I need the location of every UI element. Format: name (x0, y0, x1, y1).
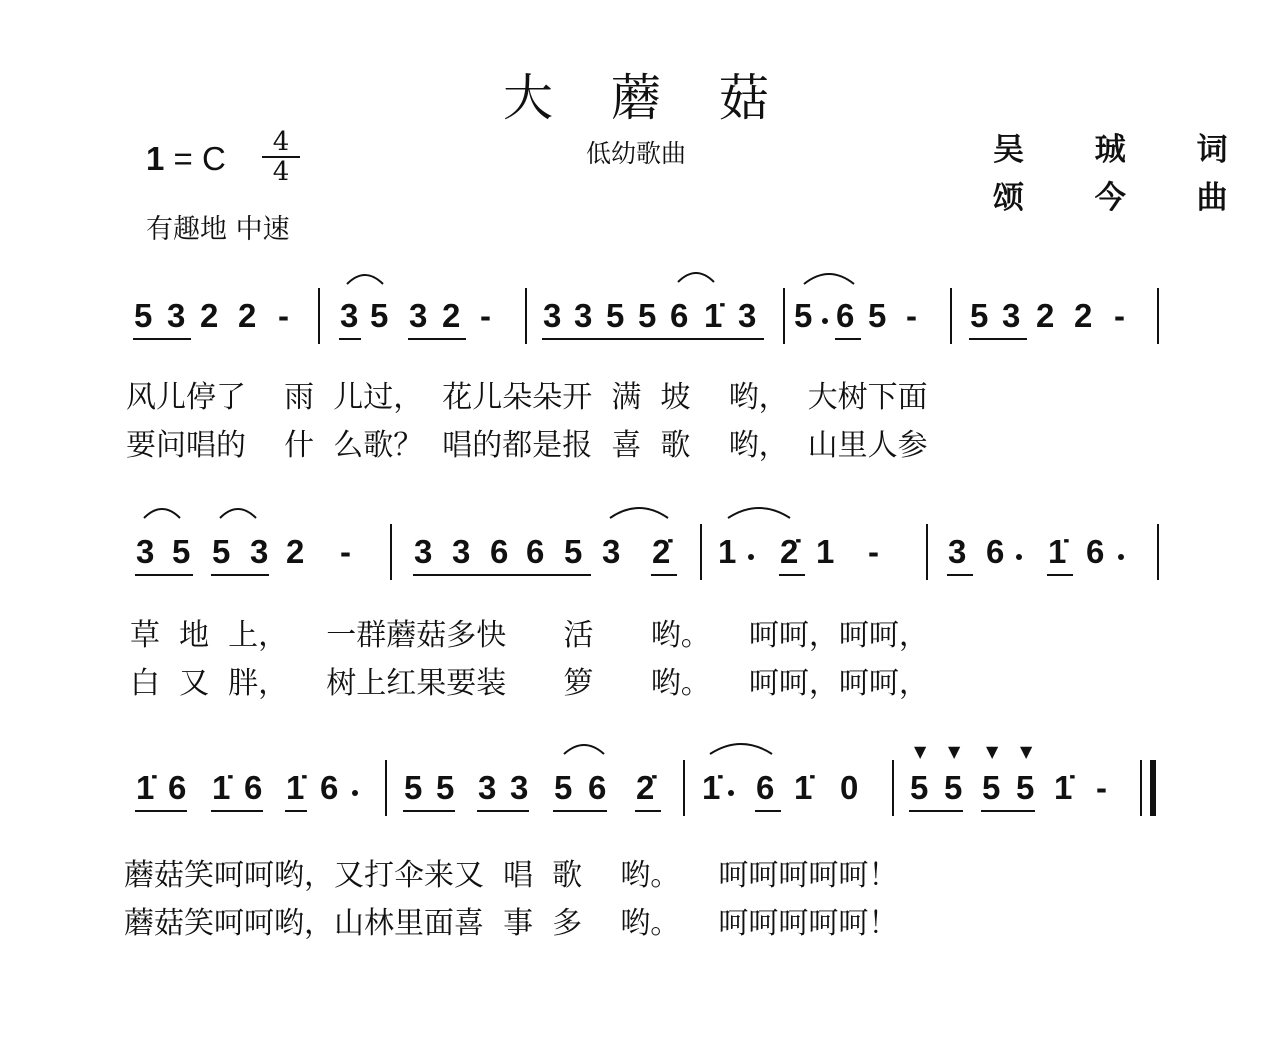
key-tonic: 1 (146, 140, 165, 177)
underline (835, 338, 861, 340)
accent-mark: ▼ (986, 742, 999, 761)
augmentation-dot (748, 554, 754, 560)
barline (1157, 524, 1159, 580)
augmentation-dot (822, 318, 828, 324)
note: - (480, 297, 491, 334)
underline (779, 574, 805, 576)
note: 6 (244, 769, 263, 806)
note: 3 (948, 533, 967, 570)
note: 0 (840, 769, 859, 806)
staff-row-3 (0, 742, 1272, 832)
underline (755, 810, 781, 812)
note: 1 (816, 533, 835, 570)
note: 5 (564, 533, 583, 570)
underline (408, 338, 466, 340)
note: 2 (200, 297, 219, 334)
underline (542, 338, 764, 340)
note: 1̇ (136, 769, 155, 806)
note: 3 (510, 769, 529, 806)
note: 1̇ (286, 769, 305, 806)
barline (892, 760, 894, 816)
slur (562, 738, 606, 756)
note: - (1096, 769, 1107, 806)
barline (1157, 288, 1159, 344)
note: - (868, 533, 879, 570)
note: 1̇ (1048, 533, 1067, 570)
note: 3 (602, 533, 621, 570)
note: 5 (606, 297, 625, 334)
note: 6 (168, 769, 187, 806)
underline (969, 338, 1027, 340)
note: 5 (944, 769, 963, 806)
note: 5 (982, 769, 1001, 806)
note: 3 (478, 769, 497, 806)
tempo-marking: 有趣地 中速 (146, 214, 290, 245)
lyrics-verse-1: 蘑菇笑呵呵哟，又打伞来又 唱 歌 哟。 呵呵呵呵呵！ (124, 858, 899, 893)
note: 5 (638, 297, 657, 334)
underline (553, 810, 607, 812)
note: 1 (718, 533, 737, 570)
staff-row-1 (0, 280, 1272, 360)
note: 3 (250, 533, 269, 570)
key-signature (146, 140, 226, 178)
lyrics-verse-2: 要问唱的 什 么歌？ 唱的都是报 喜 歌 哟， 山里人参 (126, 428, 928, 463)
note: 6 (1086, 533, 1105, 570)
note: 6 (526, 533, 545, 570)
slur (345, 268, 385, 286)
underline (981, 810, 1035, 812)
note: 2̇ (636, 769, 655, 806)
augmentation-dot (728, 790, 734, 796)
note: 2̇ (652, 533, 671, 570)
note: - (340, 533, 351, 570)
note: 5 (794, 297, 813, 334)
slur (142, 502, 182, 520)
time-bottom: 4 (262, 156, 300, 186)
note: 5 (134, 297, 153, 334)
slur (608, 502, 670, 520)
note: 5 (554, 769, 573, 806)
barline (390, 524, 392, 580)
note: - (278, 297, 289, 334)
slur (218, 502, 258, 520)
note: 2 (238, 297, 257, 334)
note: 5 (868, 297, 887, 334)
slur (676, 266, 716, 284)
underline (135, 810, 187, 812)
note: 5 (172, 533, 191, 570)
barline (700, 524, 702, 580)
composer-credit: 颂 今 曲 (993, 180, 1258, 216)
barline (783, 288, 785, 344)
note: 2 (1074, 297, 1093, 334)
underline (211, 574, 269, 576)
underline (135, 574, 193, 576)
note: 5 (436, 769, 455, 806)
note: 3 (340, 297, 359, 334)
note: 1̇ (212, 769, 231, 806)
note: 3 (1002, 297, 1021, 334)
note: 5 (212, 533, 231, 570)
song-subtitle: 低幼歌曲 (585, 139, 686, 168)
underline (947, 574, 973, 576)
barline (683, 760, 685, 816)
staff-row-2 (0, 516, 1272, 596)
note: 6 (836, 297, 855, 334)
note: 6 (986, 533, 1005, 570)
note: 3 (452, 533, 471, 570)
slur (802, 268, 856, 286)
note: 5 (1016, 769, 1035, 806)
note: 2̇ (780, 533, 799, 570)
underline (403, 810, 455, 812)
song-title: 大蘑菇 (503, 69, 827, 127)
note: 6 (670, 297, 689, 334)
time-top: 4 (272, 127, 290, 157)
barline (318, 288, 320, 344)
note: 3 (167, 297, 186, 334)
note: 6 (588, 769, 607, 806)
lyricist-credit: 吴 珹 词 (993, 132, 1258, 168)
note: 2 (1036, 297, 1055, 334)
lyrics-verse-2: 白 又 胖， 树上红果要装 箩 哟。 呵呵，呵呵， (130, 666, 929, 701)
lyrics-verse-2: 蘑菇笑呵呵哟，山林里面喜 事 多 哟。 呵呵呵呵呵！ (124, 906, 899, 941)
note: 5 (970, 297, 989, 334)
note: 3 (574, 297, 593, 334)
barline (385, 760, 387, 816)
augmentation-dot (1118, 554, 1124, 560)
underline (635, 810, 661, 812)
key-name: = C (173, 140, 226, 177)
underline (651, 574, 677, 576)
barline (950, 288, 952, 344)
final-barline-thin (1140, 760, 1142, 816)
note: 5 (370, 297, 389, 334)
note: - (1114, 297, 1125, 334)
underline (909, 810, 963, 812)
note: 3 (414, 533, 433, 570)
note: 5 (404, 769, 423, 806)
note: 3 (543, 297, 562, 334)
final-barline-thick (1150, 760, 1156, 816)
underline (413, 574, 591, 576)
note: 1̇ (1054, 769, 1073, 806)
lyrics-verse-1: 风儿停了 雨 儿过， 花儿朵朵开 满 坡 哟， 大树下面 (126, 380, 928, 415)
note: 6 (320, 769, 339, 806)
underline (339, 338, 361, 340)
note: 2 (286, 533, 305, 570)
note: 1̇ (704, 297, 723, 334)
note: 5 (910, 769, 929, 806)
barline (926, 524, 928, 580)
accent-mark: ▼ (1020, 742, 1033, 761)
augmentation-dot (352, 790, 358, 796)
accent-mark: ▼ (914, 742, 927, 761)
slur (708, 738, 774, 756)
barline (525, 288, 527, 344)
note: 1̇ (702, 769, 721, 806)
slur (726, 502, 792, 520)
underline (477, 810, 529, 812)
underline (211, 810, 263, 812)
note: 6 (490, 533, 509, 570)
underline (133, 338, 191, 340)
note: 1̇ (794, 769, 813, 806)
accent-mark: ▼ (948, 742, 961, 761)
lyrics-verse-1: 草 地 上， 一群蘑菇多快 活 哟。 呵呵，呵呵， (130, 618, 929, 653)
note: 3 (409, 297, 428, 334)
underline (1047, 574, 1073, 576)
note: 6 (756, 769, 775, 806)
note: 3 (136, 533, 155, 570)
augmentation-dot (1016, 554, 1022, 560)
note: - (906, 297, 917, 334)
note: 3 (738, 297, 757, 334)
time-signature (262, 128, 300, 186)
underline (285, 810, 307, 812)
note: 2 (442, 297, 461, 334)
